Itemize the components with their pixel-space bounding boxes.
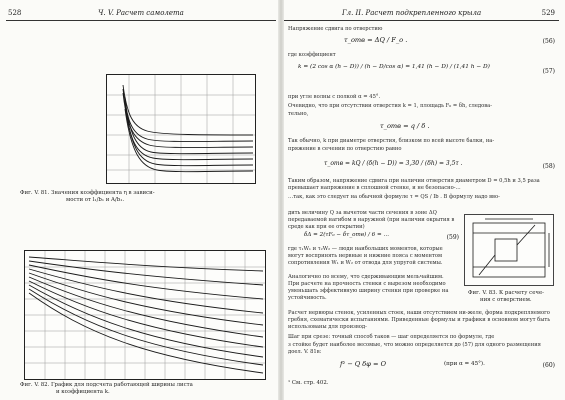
right-page-header [284, 8, 559, 21]
figure-v83 [464, 214, 554, 286]
paragraph-2: дить величину Q за вычетом части сечения в зоне ΔQ передаваемой нагибом в наружной (при наличии окрытия в среде как при ее открытии) [288, 210, 455, 231]
footnote: ¹ См. стр. 402. [288, 380, 329, 386]
formula-tau: τ_отв = q / δ . [380, 122, 430, 130]
text-line-6: Так обычно, k при диаметре отверстия, близком по всей высоте балки, на- [288, 138, 495, 144]
figure-v83-drawing [465, 215, 553, 285]
left-page-header [6, 8, 276, 21]
formula-56: τ_отв = ΔQ / F_o . [344, 36, 408, 44]
text-line-7: пряжение в сечении по отверстию равно [288, 146, 402, 152]
formula-60-note: (при α = 45°). [444, 361, 485, 367]
paragraph-1-text: Таким образом, напряжение сдвига при наличии отверстия диаметром D = 0,5h и 3,5 раза превышает напряжение в сплошной стенке, и не безопасно-… [288, 178, 540, 192]
right-running-head: Гл. II. Расчет подкрепленного крыла [342, 9, 482, 17]
fig82-caption-line2: и коэффициента k. [56, 389, 110, 395]
formula-57-number: (57) [542, 68, 555, 75]
fig81-caption-line1: Фиг. V. 81. Значения коэффициента η в зависи- [20, 190, 155, 196]
formula-59: δΔ = 2(τF₀ − δτ_отв) / 6 = … [304, 232, 390, 238]
fig81-curve-7 [125, 109, 253, 172]
formula-60-number: (60) [542, 362, 555, 369]
fig82-curve-2 [29, 261, 263, 285]
right-page [284, 8, 559, 394]
text-line-2: где коэффициент [288, 52, 336, 58]
figure-v81-caption [6, 190, 276, 204]
paragraph-3: где τ₁W₁ и τ₂W₂ — люди наибольших моментов, которые могут воспринять нервные и нижние пояса с моментом сопротивления W₁ и W₂ от отвода для упругой системы. [288, 246, 443, 267]
text-line-1: Напряжение сдвига по отверстию [288, 26, 383, 32]
text-line-4: Очевидно, что при отсутствии отверстия k = 1, площадь F₀ = δh, следова- [288, 103, 492, 109]
right-page-number: 529 [541, 9, 555, 17]
fig83-caption-line2: ния с отверстием. [480, 297, 532, 303]
paragraph-1 [288, 178, 554, 203]
formula-58-number: (58) [542, 163, 555, 170]
paragraph-5: Расчет нервюры стенок, усиленных стоек, наши отсутствием ни-желе, форма подкрепляемого гребня, схематически испытаниями. Приведенные формулы и графики в основном могут быть использованы для производ- [288, 310, 551, 331]
figure-v81 [106, 74, 256, 184]
formula-58: τ_отв = kQ / (δ(h − D)) = 3,30 / (δh) = 3,5τ . [324, 160, 463, 167]
fig82-caption-line1: Фиг. V. 82. График для подсчета работающей ширины листа [20, 382, 193, 388]
paragraph-6: Шаг при срезе: точный способ таков — шаг определяется по формуле, где [288, 334, 495, 340]
text-line-3: при угле волны с полкой α = 45°. [288, 94, 381, 100]
paragraph-7: з стойке будет наиболее весомые, что можно определяется до (57) для одного размещения доел. V. 81в: [288, 342, 541, 356]
fig82-curve-9 [29, 289, 263, 365]
fig83-caption-line1: Фиг. V. 83. К расчету сече- [468, 290, 544, 296]
formula-60: f² − Q δφ = O [340, 360, 387, 368]
fig81-curve-3 [123, 93, 253, 148]
fig81-curve-4 [125, 97, 253, 154]
fig82-curve-10 [29, 293, 263, 373]
fig82-curve-1 [29, 257, 263, 271]
fig81-caption-line2: мости от l₁/b₁ и A/b₁. [66, 197, 125, 203]
figure-v82 [24, 250, 266, 380]
left-page-number: 528 [8, 9, 22, 17]
figure-v82-caption [6, 382, 276, 396]
paragraph-4: Аналогично по всему, что сдерживающим мельчайшим. При расчете на прочность стенки с вырезом необходимо уменьшать эффективную ширину стенки при проверке на устойчивость. [288, 274, 449, 302]
fig81-curve-1 [123, 85, 253, 135]
formula-56-number: (56) [542, 38, 555, 45]
left-running-head: Ч. V. Расчет самолета [98, 9, 184, 17]
figure-v81-plot [107, 75, 255, 183]
formula-59-number: (59) [446, 234, 459, 241]
figure-v83-caption [468, 290, 556, 304]
left-page [6, 8, 276, 394]
paragraph-1b-text: …так, как это следует на обычной формуле τ = QS / Ib . В формулу надо вво- [288, 194, 500, 201]
formula-57: k = (2 cos α (h − D)) / (h − D/cos α) = 1,41 (h − D) / (1,41 h − D) [298, 64, 490, 70]
figure-v82-plot [25, 251, 265, 379]
text-line-5: тельно, [288, 111, 309, 117]
